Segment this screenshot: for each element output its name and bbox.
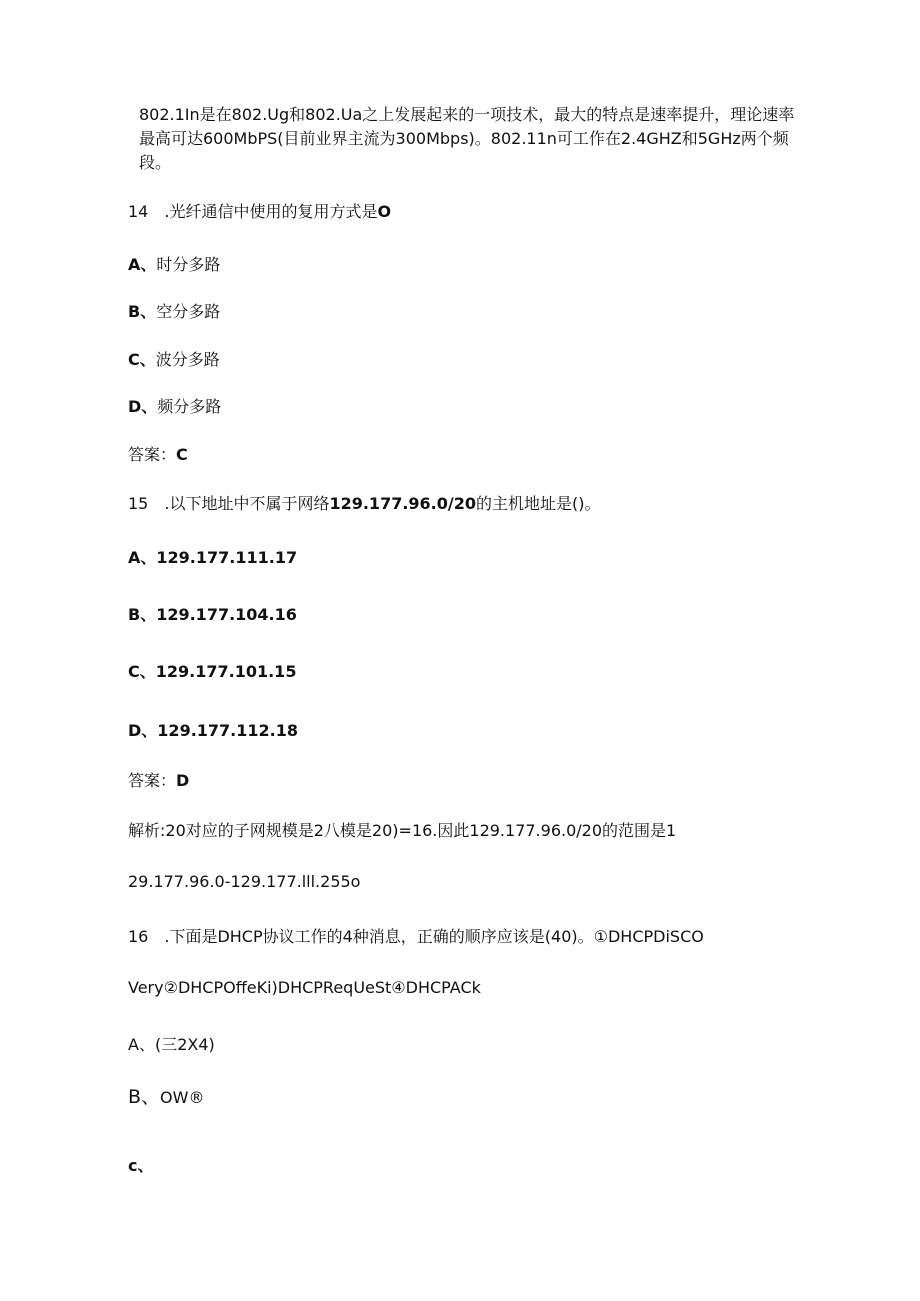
question-number: 14 <box>128 202 149 221</box>
question-network: 129.177.96.0/20 <box>329 494 476 513</box>
question-16 <box>128 927 704 947</box>
option-c <box>128 662 296 682</box>
option-key: A、 <box>128 1035 155 1054</box>
answer-label: 答案： <box>128 445 177 464</box>
option-d <box>128 397 221 417</box>
option-text: (三2X4) <box>154 1035 215 1054</box>
option-d <box>128 721 298 741</box>
option-key: A、 <box>128 255 157 274</box>
option-b <box>128 302 220 322</box>
question-number: 15 <box>128 494 149 513</box>
option-key: D、 <box>128 397 158 416</box>
option-key: c、 <box>128 1156 154 1175</box>
answer-value: D <box>176 771 190 790</box>
option-key: B、 <box>128 1086 161 1108</box>
option-key: D、 <box>128 721 158 740</box>
option-text: 129.177.111.17 <box>156 548 298 567</box>
option-key: A、 <box>128 548 157 567</box>
explanation-line-2: 29.177.96.0-129.177.lll.255o <box>128 872 361 891</box>
answer-label: 答案： <box>128 771 177 790</box>
question-14 <box>128 202 391 222</box>
question-text: .下面是DHCP协议工作的4种消息，正确的顺序应该是(40)。①DHCPDiSCO <box>164 927 704 946</box>
question-text: .光纤通信中使用的复用方式是 <box>164 202 378 221</box>
question-number: 16 <box>128 927 149 946</box>
question-text-end: 的主机地址是()。 <box>476 494 601 513</box>
answer-15 <box>128 771 189 791</box>
option-text: 空分多路 <box>156 302 221 321</box>
answer-value: C <box>176 445 188 464</box>
explanation-line-1: 解析:20对应的子网规模是2八模是20)=16.因此129.177.96.0/20的范围是1 <box>128 821 677 840</box>
option-key: C、 <box>128 662 156 681</box>
question-text: .以下地址中不属于网络 <box>164 494 330 513</box>
option-text: 129.177.112.18 <box>157 721 298 740</box>
question-15 <box>128 494 601 514</box>
option-b <box>128 1087 204 1108</box>
option-text: 波分多路 <box>155 350 220 369</box>
option-text: OW® <box>160 1088 205 1107</box>
intro-paragraph: 802.1In是在802.Ug和802.Ua之上发展起来的一项技术，最大的特点是速率提升，理论速率最高可达600MbPS(目前业界主流为300Mbps)。802.11n可工作在2.4GHZ和5GHz两个频段。 <box>139 105 795 172</box>
option-key: B、 <box>128 605 157 624</box>
option-key: B、 <box>128 302 157 321</box>
option-text: 129.177.104.16 <box>156 605 297 624</box>
option-text: 129.177.101.15 <box>155 662 297 681</box>
option-a <box>128 255 220 275</box>
question-16-continued: Very②DHCPOffeKi)DHCPReqUeSt④DHCPACk <box>128 978 481 997</box>
question-blank: O <box>377 202 392 221</box>
option-text: 频分多路 <box>157 397 222 416</box>
option-key: C、 <box>128 350 156 369</box>
option-c <box>128 1156 154 1176</box>
answer-14 <box>128 445 188 465</box>
option-a <box>128 1035 215 1055</box>
option-c <box>128 350 220 370</box>
option-b <box>128 605 297 625</box>
option-a <box>128 548 297 568</box>
option-text: 时分多路 <box>156 255 221 274</box>
